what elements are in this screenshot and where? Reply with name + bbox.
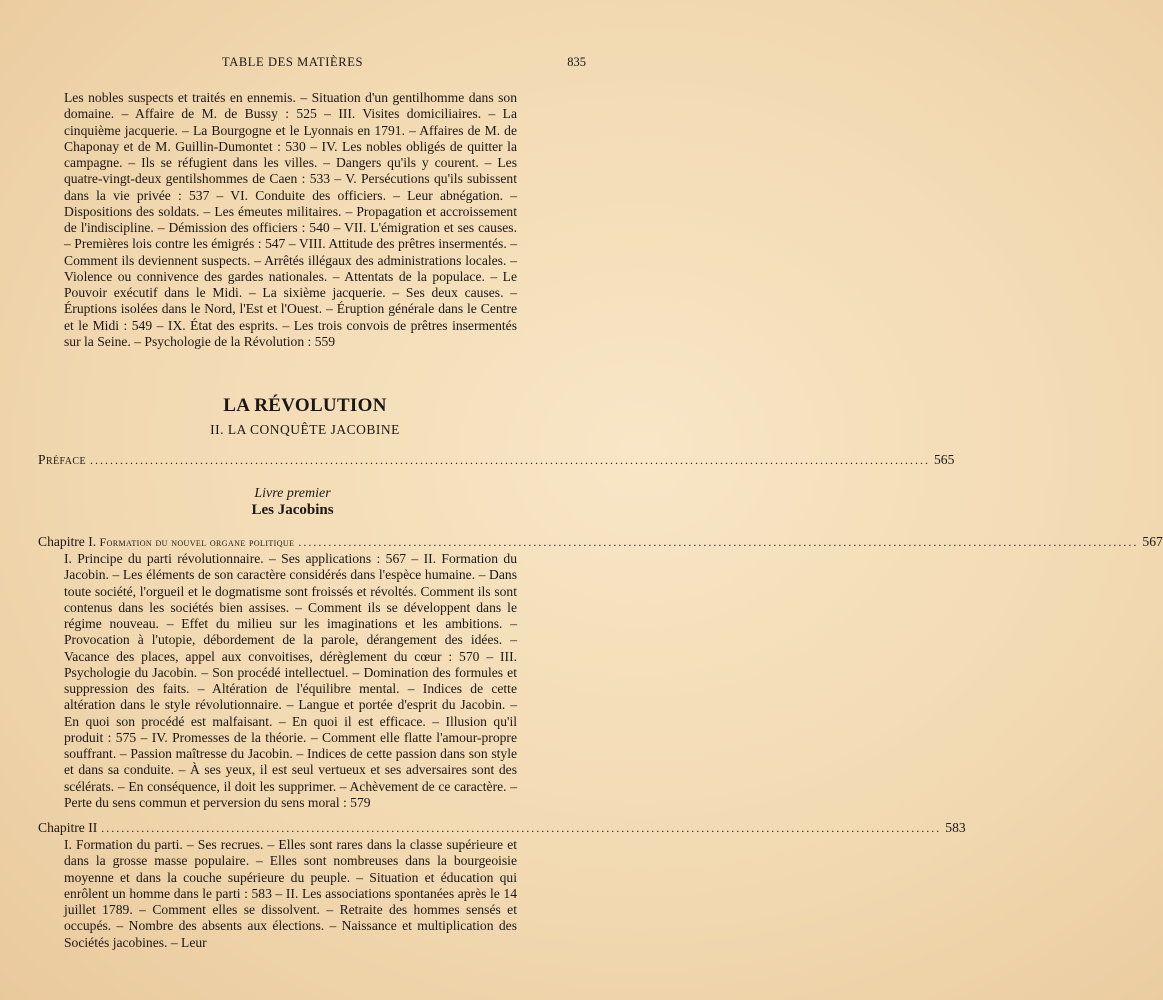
preface-page: 565 <box>933 452 955 467</box>
previous-chapter-summary: Les nobles suspects et traités en ennemis. – Situation d'un gentilhomme dans son domaine. – Affaire de M. de Bussy : 525 – III. Visites domiciliaires. – La cinquième jacquerie. – La Bourgogne et le Lyonnais en 1791. – Affaires de M. de Chaponay et de M. Guillin-Dumontet : 530 – IV. Les nobles obligés de quitter la campagne. – Ils se réfugient dans les villes. – Dangers qu'ils y courent. – Les quatre-vingt-deux gentilshommes de Caen : 533 – V. Persécutions qu'ils subissent dans la vie privée : 537 – VI. Conduite des officiers. – Leur abnégation. – Dispositions des soldats. – Les émeutes militaires. – Propagation et accroissement de l'indiscipline. – Démission des officiers : 540 – VII. L'émigration et ses causes. – Premières lois contre les émigrés : 547 – VIII. Attitude des prêtres insermentés. – Comment ils deviennent suspects. – Arrêtés illégaux des administrations locales. – Violence ou connivence des gardes nationales. – Attentats de la populace. – Le Pouvoir exécutif dans le Midi. – La sixième jacquerie. – Ses deux causes. – Éruptions isolées dans le Nord, l'Est et l'Ouest. – Éruption générale dans le Centre et le Midi : 549 – IX. État des esprits. – Les trois convois de prêtres insermentés sur la Seine. – Psychologie de la Révolution : 559 <box>64 90 517 349</box>
toc-entry-chapter-2[interactable] <box>38 820 966 838</box>
preface-label: Préface <box>38 452 86 467</box>
chapter-1-page: 567 <box>1142 534 1163 549</box>
chapter-2-label: Chapitre II <box>38 820 98 835</box>
dot-leader: ........................................................................................................................................................................ <box>89 453 930 467</box>
chapter-1-title: Formation du nouvel organe politique <box>99 535 295 549</box>
book-label: Livre premier <box>254 486 331 501</box>
page-header <box>0 55 610 71</box>
toc-entry-preface[interactable] <box>38 452 955 470</box>
chapter-2-summary: I. Formation du parti. – Ses recrues. – Elles sont rares dans la classe supérieure et dans la grosse masse populaire. – Elles sont nombreuses dans la bourgeoisie moyenne et dans la couche supérieure du peuple. – Situation et éducation qui enrôlent un homme dans le parti : 583 – II. Les associations spontanées après le 14 juillet 1789. – Comment elles se dissolvent. – Retraite des hommes sensés et occupés. – Nombre des absents aux élections. – Naissance et multiplication des Sociétés jacobines. – Leur <box>64 837 517 950</box>
book-title: Les Jacobins <box>251 502 334 518</box>
page-number: 835 <box>567 55 586 69</box>
dot-leader: ........................................................................................................................................................................ <box>101 821 942 835</box>
running-title: TABLE DES MATIÈRES <box>221 55 364 69</box>
section-title: LA RÉVOLUTION <box>223 395 387 416</box>
chapter-1-summary: I. Principe du parti révolutionnaire. – Ses applications : 567 – II. Formation du Jacobin. – Les éléments de son caractère considérés dans l'espèce humaine. – Dans toute société, l'orgueil et le dogmatisme sont froissés et révoltés. Comment ils sont contenus dans les sociétés bien assises. – Comment ils se développent dans le régime nouveau. – Effet du milieu sur les imaginations et les ambitions. – Provocation à l'utopie, débordement de la parole, dérangement des idées. – Vacance des places, appel aux convoitises, dérèglement du cœur : 570 – III. Psychologie du Jacobin. – Son procédé intellectuel. – Domination des formules et suppression des faits. – Altération de l'équilibre mental. – Indices de cette altération dans le style révolutionnaire. – Langue et portée d'esprit du Jacobin. – En quoi son procédé est malfaisant. – En quoi il est efficace. – Illusion qu'il produit : 575 – IV. Promesses de la théorie. – Comment elle flatte l'amour-propre souffrant. – Passion maîtresse du Jacobin. – Indices de cette passion dans son style et dans sa conduite. – À ses yeux, il est seul vertueux et ses adversaires sont des scélérats. – En conséquence, il doit les supprimer. – Achèvement de ce caractère. – Perte du sens commun et perversion du sens moral : 579 <box>64 551 517 810</box>
chapter-1-label: Chapitre I. <box>38 534 97 549</box>
toc-entry-chapter-1[interactable] <box>38 534 1163 552</box>
chapter-2-page: 583 <box>945 820 966 835</box>
section-subtitle: II. LA CONQUÊTE JACOBINE <box>210 422 400 437</box>
dot-leader: ........................................................................................................................................................................ <box>298 535 1139 549</box>
